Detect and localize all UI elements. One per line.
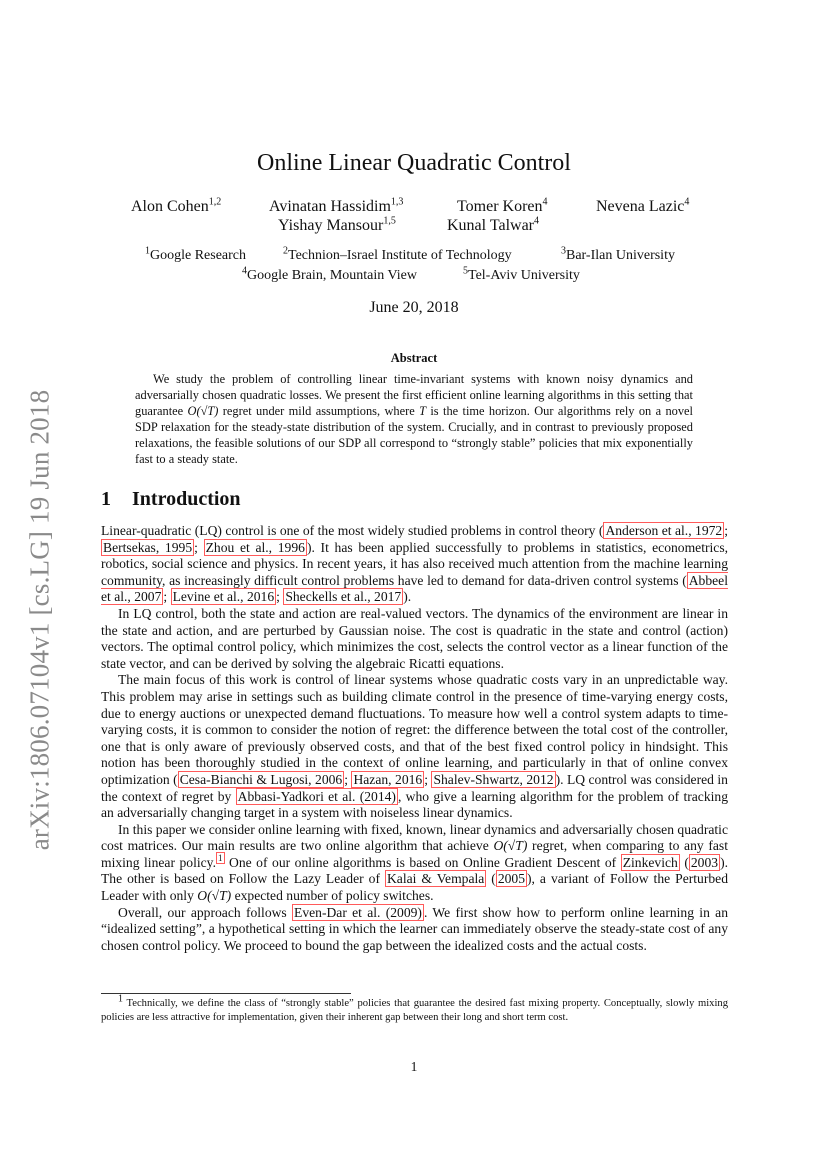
author-name: Tomer Koren [457, 198, 543, 215]
text: Overall, our approach follows [118, 904, 293, 920]
math-o-sqrt-t: O(√T) [197, 888, 232, 904]
author-name: Kunal Talwar [447, 217, 534, 234]
affiliation-tel-aviv [463, 265, 580, 284]
text: ; [724, 523, 729, 538]
abstract-text [135, 372, 693, 467]
text: In this paper we consider online learning with fixed, known, linear dynamics and adversarially chosen quadratic cost matrices. Our main results are two online algorithm that achieve [101, 821, 728, 854]
citation-link[interactable]: Levine et al., 2016 [172, 589, 275, 605]
citation-link[interactable]: Shalev-Shwartz, 2012 [433, 771, 554, 787]
affiliation-technion [283, 245, 512, 264]
text: expected number of policy switches. [231, 888, 434, 904]
affiliation-name: Google Brain, Mountain View [247, 268, 417, 283]
affiliation-name: Tel-Aviv University [468, 268, 580, 283]
affiliation-mark: 5 [463, 265, 468, 277]
paragraph-5 [101, 905, 728, 955]
affiliation-name: Technion–Israel Institute of Technology [288, 248, 512, 263]
text: The main focus of this work is control of linear systems whose quadratic costs vary in an unpredictable way. This problem may arise in settings such as building climate control in the presence of time-varying energy costs, due to energy auctions or unexpected demand fluctuations. To measure how well a control system adapts to time-varying costs, it is common to consider the notion of regret: the difference between the total cost of the controller, one that is only aware of previously observed costs, and that of the best fixed control policy in hindsight. This notion has been thoroughly studied in the context of online learning, and particularly in that of online convex optimization ( [101, 672, 728, 787]
author-kunal-talwar [447, 217, 539, 235]
text: ). [403, 589, 412, 605]
citation-link[interactable]: Abbasi-Yadkori et al. (2014) [237, 788, 396, 804]
author-affiliation-mark: 1,5 [383, 215, 396, 227]
text: ). It has been applied successfully to problems in statistics, econometrics, robotics, social science and physics. In recent years, it has also received much attention from the machine learning community, as increasingly difficult control problems have led to demand for data-driven control systems ( [101, 539, 729, 588]
author-affiliation-mark: 1,2 [208, 196, 222, 208]
abstract-text-part: regret under mild assumptions, where [218, 403, 420, 418]
citation-link[interactable]: Hazan, 2016 [353, 771, 423, 787]
affiliation-name: Google Research [150, 248, 247, 263]
text: One of our online algorithms is based on Online Gradient Descent of [224, 854, 621, 870]
author-avinatan-hassidim [269, 198, 403, 216]
citation-link[interactable]: Sheckells et al., 2017 [285, 589, 402, 605]
author-nevena-lazic [596, 198, 689, 216]
math-t: T [419, 403, 426, 418]
footnote-mark: 1 [118, 993, 123, 1005]
abstract-heading: Abstract [390, 351, 438, 365]
text: ( [486, 871, 496, 887]
author-alon-cohen [131, 198, 221, 216]
footnote-text: Technically, we define the class of “strongly stable” policies that guarantee the desired fast mixing property. Conceptually, slowly mixing policies are less attractive for implementation, given their inherent gap between their long and short term cost. [101, 998, 728, 1023]
citation-link[interactable]: 2003 [690, 854, 719, 870]
citation-link[interactable]: Cesa-Bianchi & Lugosi, 2006 [179, 771, 343, 787]
text: regret, when comparing to any fast mixing linear policy. [101, 838, 728, 870]
author-name: Avinatan Hassidim [269, 198, 391, 215]
affiliation-mark: 4 [242, 265, 247, 277]
math-o-sqrt-t: O(√T) [187, 403, 219, 418]
citation-link[interactable]: Kalai & Vempala [386, 871, 485, 887]
arxiv-sidebar [18, 360, 62, 880]
affiliation-mark: 1 [145, 245, 150, 257]
author-name: Yishay Mansour [278, 217, 384, 234]
author-affiliation-mark: 4 [542, 196, 548, 208]
citation-link[interactable]: Anderson et al., 1972 [605, 523, 723, 538]
affiliation-bar-ilan [561, 245, 675, 264]
citation-link[interactable]: Abbeel et al., 2007 [101, 572, 728, 605]
author-affiliation-mark: 4 [534, 215, 539, 227]
abstract-text-part: We study the problem of controlling linear time-invariant systems with known noisy dynamics and adversarially chosen quadratic losses. We present the first efficient online learning algorithms in this setting that guarantee [135, 372, 693, 418]
affiliation-mark: 2 [283, 245, 288, 257]
affiliation-google-research [145, 245, 247, 264]
affiliation-mark: 3 [561, 245, 566, 257]
text: ). The other is based on Follow the Lazy Leader of [101, 854, 728, 887]
math-o-sqrt-t: O(√T) [493, 838, 528, 854]
citation-link[interactable]: Zinkevich [622, 854, 678, 870]
page-number: 1 [410, 1059, 418, 1074]
text: ; [424, 771, 432, 787]
text: ( [679, 854, 689, 870]
citation-link[interactable]: 2005 [497, 871, 526, 887]
paragraph-4 [101, 822, 728, 905]
text: ; [163, 589, 171, 605]
text: ), a variant of Follow the Perturbed Leader with only [101, 871, 728, 904]
author-name: Nevena Lazic [596, 198, 685, 215]
footnote [101, 993, 728, 1024]
section-heading [101, 488, 241, 511]
citation-link[interactable]: Bertsekas, 1995 [103, 539, 193, 555]
paper-title: Online Linear Quadratic Control [257, 150, 571, 176]
abstract-text-part: is the time horizon. Our algorithms rely on a novel SDP relaxation for the steady-state distribution of the system. Crucially, and in contrast to previously proposed relaxations, the feasible solutions of our SDP all correspond to “strongly stable” policies that mix exponentially fast to a steady state. [135, 403, 693, 466]
author-tomer-koren [457, 198, 548, 216]
affiliation-google-brain [242, 265, 417, 284]
text: ). LQ control was considered in the context of regret by [101, 771, 728, 804]
paragraph-1 [101, 523, 728, 606]
text: , who give a learning algorithm for the problem of tracking an adversarially changing target in a system with noiseless linear dynamics. [101, 788, 728, 821]
citation-link[interactable]: Zhou et al., 1996 [205, 539, 305, 555]
author-affiliation-mark: 1,3 [390, 196, 404, 208]
footnote-rule [101, 993, 351, 994]
author-yishay-mansour [278, 217, 396, 235]
publication-date: June 20, 2018 [369, 299, 459, 316]
author-affiliation-mark: 4 [684, 196, 690, 208]
text: ; [276, 589, 284, 605]
author-name: Alon Cohen [131, 198, 209, 215]
text: ; [344, 771, 352, 787]
text: . We first show how to perform online learning in an “idealized setting”, a hypothetical setting in which the learner can immediately observe the steady-state cost of any chosen control policy. We proceed to bound the gap between the idealized costs and the actual costs. [101, 904, 728, 953]
text: Linear-quadratic (LQ) control is one of the most widely studied problems in control theory ( [101, 523, 604, 538]
section-title: Introduction [132, 488, 241, 510]
text: ; [194, 539, 204, 555]
paragraph-3 [101, 672, 728, 821]
footnote-link[interactable]: 1 [218, 853, 223, 864]
body-text [101, 523, 728, 954]
citation-link[interactable]: Even-Dar et al. (2009) [294, 904, 422, 920]
affiliation-name: Bar-Ilan University [566, 248, 675, 263]
section-number: 1 [101, 488, 111, 510]
arxiv-identifier: arXiv:1806.07104v1 [cs.LG] 19 Jun 2018 [24, 389, 55, 851]
paragraph-2: In LQ control, both the state and action are real-valued vectors. The dynamics of the environment are linear in the state and action, and are perturbed by Gaussian noise. The cost is quadratic in the state and control (action) vectors. The optimal control policy, which minimizes the cost, selects the control vector as a linear function of the state vector, and can be derived by solving the algebraic Ricatti equations. [101, 605, 728, 671]
